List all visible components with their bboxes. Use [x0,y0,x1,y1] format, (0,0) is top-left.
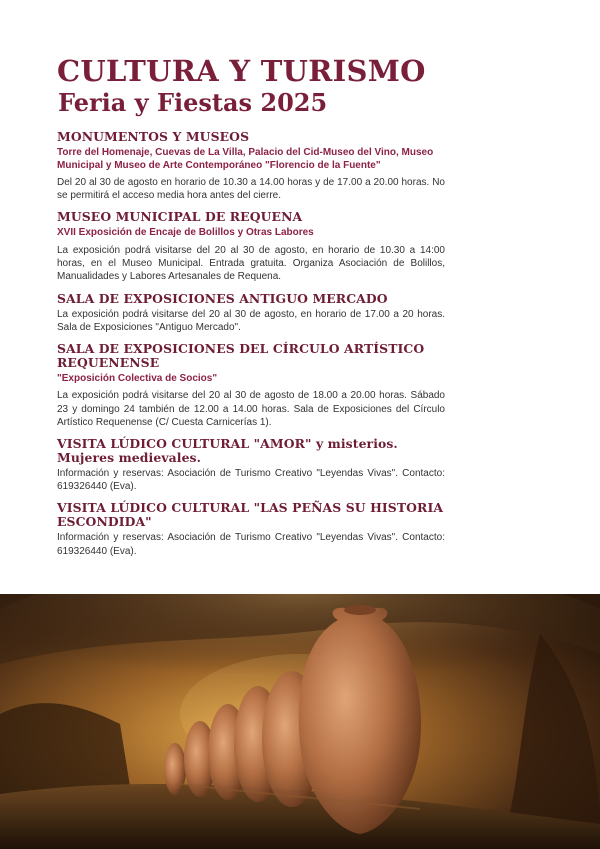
section-title: VISITA LÚDICO CULTURAL "LAS PEÑAS SU HISTORIA ESCONDIDA" [57,500,444,530]
cave-amphora-photo [0,594,600,849]
section-subtitle: XVII Exposición de Encaje de Bolillos y Otras Labores [57,227,314,239]
page-title: CULTURA Y TURISMO [57,54,426,88]
page-subtitle: Feria y Fiestas 2025 [58,88,328,117]
section-body: Del 20 al 30 de agosto en horario de 10.30 a 14.00 horas y de 17.00 a 20.00 horas. No se permitirá el acceso media hora antes del cierre. [57,177,445,202]
section-body: La exposición podrá visitarse del 20 al 30 de agosto, en horario de 17.00 a 20 horas. Sala de Exposiciones "Antiguo Mercado". [57,308,445,333]
section-title: MUSEO MUNICIPAL DE REQUENA [57,209,303,225]
section-body: La exposición podrá visitarse del 20 al 30 de agosto, en horario de 10.30 a 14:00 horas, en el Museo Municipal. Entrada gratuita. Organiza Asociación de Bolillos, Manualidades y Labores Artesanales de Requena. [57,244,445,283]
section-visita-amor [57,437,445,493]
section-title: MONUMENTOS Y MUSEOS [57,129,250,144]
content-column [57,54,445,566]
section-title: SALA DE EXPOSICIONES ANTIGUO MERCADO [57,290,388,306]
section-body: Información y reservas: Asociación de Turismo Creativo "Leyendas Vivas". Contacto: 619326440 (Eva). [57,468,445,493]
section-circulo-artistico [57,342,445,429]
section-monumentos [57,130,445,202]
section-body: La exposición podrá visitarse del 20 al 30 de agosto de 18.00 a 20.00 horas. Sábado 23 y domingo 24 también de 12.00 a 14.00 horas. Sala de Exposiciones del Círculo Artístico Requenense (C/ Cuesta Carnicerías 1). [57,390,445,428]
section-antiguo-mercado [57,292,445,334]
section-subtitle: "Exposición Colectiva de Socios" [57,372,218,384]
section-title: VISITA LÚDICO CULTURAL "AMOR" y misterios. Mujeres medievales. [57,436,398,466]
section-title: SALA DE EXPOSICIONES DEL CÍRCULO ARTÍSTICO REQUENENSE [57,340,425,370]
section-visita-penas [57,501,445,557]
section-body: Información y reservas: Asociación de Turismo Creativo "Leyendas Vivas". Contacto: 619326440 (Eva). [57,532,445,557]
section-museo-municipal [57,210,445,283]
section-subtitle: Torre del Homenaje, Cuevas de La Villa, Palacio del Cid-Museo del Vino, Museo Municipal y Museo de Arte Contemporáneo "Florencio de la Fuente" [57,147,434,171]
